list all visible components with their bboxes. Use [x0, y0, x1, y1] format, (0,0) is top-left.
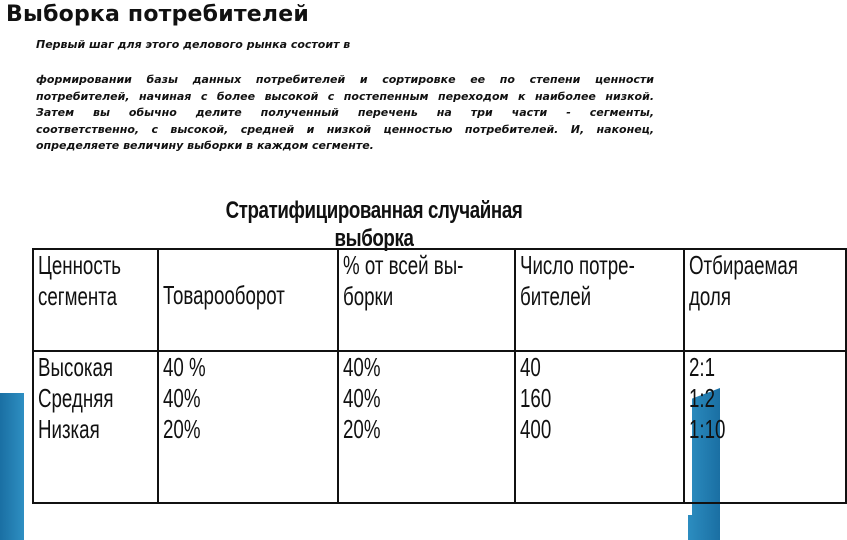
paragraph-line: определяете величину выборки в каждом сегменте.: [36, 139, 374, 152]
cell-value: Средняя: [38, 383, 114, 413]
header-text: % от всей вы-: [342, 250, 464, 280]
data-cell: [515, 351, 684, 503]
table-figure: [24, 185, 799, 515]
header-text: борки: [342, 281, 393, 311]
header-cell: [684, 249, 845, 351]
lead-text: Первый шаг для этого делового рынка состоит в: [36, 38, 351, 51]
stratified-sample-table: [32, 248, 847, 504]
header-cell: [338, 249, 515, 351]
cell-value: 160: [519, 383, 552, 413]
header-text: бителей: [519, 281, 591, 311]
cell-value: 1:2: [689, 383, 716, 413]
header-text: Товарооборот: [163, 280, 286, 310]
data-cell: [338, 351, 515, 503]
cell-value: 40%: [342, 383, 381, 413]
data-cell: [33, 351, 158, 503]
cell-value: 40: [519, 352, 541, 382]
header-cell: [158, 249, 337, 351]
header-text: Отбираемая: [689, 250, 799, 280]
data-cell: [684, 351, 845, 503]
decorative-band-left: [0, 393, 24, 540]
table-header-row: [33, 249, 846, 351]
header-cell: [33, 249, 158, 351]
page-title: Выборка потребителей: [6, 2, 309, 27]
cell-value: 40%: [163, 383, 201, 413]
cell-value: 40%: [342, 352, 381, 382]
header-cell: [515, 249, 684, 351]
body-paragraph: [36, 72, 654, 155]
table-title: Стратифицированная случайная выборка: [225, 197, 523, 252]
cell-value: 20%: [342, 414, 381, 444]
paragraph-line: соответственно, с высокой, средней и низкой ценностью потребителей. И, наконец,: [36, 122, 654, 136]
cell-value: 2:1: [689, 352, 716, 382]
header-text: Ценность: [38, 250, 122, 280]
paragraph-line: Затем вы обычно делите полученный перечень на три части - сегменты,: [36, 106, 654, 119]
data-cell: [158, 351, 337, 503]
cell-value: Низкая: [38, 414, 100, 444]
header-text: сегмента: [38, 281, 117, 311]
paragraph-line: формировании базы данных потребителей и сортировке ее по степени ценности: [36, 73, 654, 86]
cell-value: 400: [519, 414, 552, 444]
cell-value: 1:10: [689, 414, 726, 444]
header-text: Число потре-: [519, 250, 635, 280]
cell-value: Высокая: [38, 352, 114, 382]
cell-value: 20%: [163, 414, 201, 444]
table-data-row: [33, 351, 846, 503]
paragraph-line: потребителей, начиная с более высокой с постепенным переходом к наиболее низкой.: [36, 89, 654, 103]
cell-value: 40 %: [163, 352, 206, 382]
header-text: доля: [689, 281, 732, 311]
